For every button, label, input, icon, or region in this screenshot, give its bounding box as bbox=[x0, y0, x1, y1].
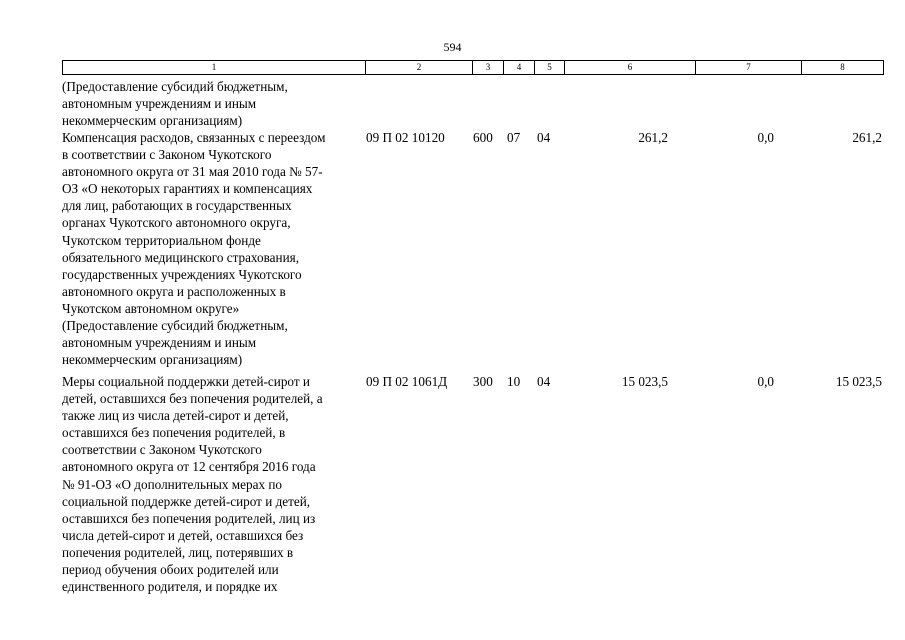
desc-line: обязательного медицинского страхования, bbox=[62, 249, 300, 265]
note-line: автономным учреждениям и иным bbox=[62, 96, 257, 112]
desc-line: детей, оставшихся без попечения родителей, а bbox=[62, 391, 323, 407]
row-2-code: 09 П 02 1061Д bbox=[366, 374, 448, 389]
row-1-col6: 261,2 bbox=[638, 130, 668, 145]
desc-line: соответствии с Законом Чукотского bbox=[62, 442, 262, 458]
desc-line: Компенсация расходов, связанных с переездом bbox=[62, 130, 326, 145]
row-2-col6: 15 023,5 bbox=[621, 374, 668, 389]
desc-line: числа детей-сирот и детей, оставшихся без bbox=[62, 527, 304, 543]
header-col-4: 4 bbox=[504, 61, 535, 75]
desc-line: автономного округа от 31 мая 2010 года № 57- bbox=[62, 164, 323, 180]
desc-line: государственных учреждениях Чукотского bbox=[62, 266, 302, 282]
desc-line: оставшихся без попечения родителей, лиц из bbox=[62, 510, 316, 526]
row-1-code: 09 П 02 10120 bbox=[366, 130, 445, 145]
desc-line: автономного округа от 12 сентября 2016 года bbox=[62, 459, 316, 475]
note-line: некоммерческим организациям) bbox=[62, 113, 243, 129]
row-2-rz: 10 bbox=[507, 374, 521, 389]
desc-line: Чукотском территориальном фонде bbox=[62, 232, 261, 248]
row-1-pr: 04 bbox=[537, 130, 551, 145]
desc-line: ОЗ «О некоторых гарантиях и компенсациях bbox=[62, 181, 313, 197]
row-1-description bbox=[62, 129, 362, 368]
desc-line: Чукотском автономном округе» bbox=[62, 300, 240, 316]
header-col-8: 8 bbox=[802, 61, 884, 75]
desc-line: оставшихся без попечения родителей, в bbox=[62, 425, 286, 441]
row-2-pr: 04 bbox=[537, 374, 551, 389]
row-2-col7: 0,0 bbox=[757, 374, 774, 389]
row-2-description bbox=[62, 373, 362, 595]
desc-line: в соответствии с Законом Чукотского bbox=[62, 147, 272, 163]
row-1-col8: 261,2 bbox=[852, 130, 882, 145]
desc-line: единственного родителя, и порядке их bbox=[62, 579, 278, 595]
row-1-col7: 0,0 bbox=[757, 130, 774, 145]
desc-line: социальной поддержке детей-сирот и детей, bbox=[62, 493, 311, 509]
header-col-5: 5 bbox=[535, 61, 565, 75]
row-2-col8: 15 023,5 bbox=[835, 374, 882, 389]
desc-line: автономным учреждениям и иным bbox=[62, 335, 257, 351]
header-col-2: 2 bbox=[366, 61, 473, 75]
page-number: 594 bbox=[443, 40, 462, 54]
desc-line: автономного округа и расположенных в bbox=[62, 283, 286, 299]
desc-line: Меры социальной поддержки детей-сирот и bbox=[62, 374, 310, 389]
note-line: (Предоставление субсидий бюджетным, bbox=[62, 79, 288, 94]
row-1-vr: 600 bbox=[473, 130, 493, 145]
desc-line: органах Чукотского автономного округа, bbox=[62, 215, 291, 231]
desc-line: для лиц, работающих в государственных bbox=[62, 198, 292, 214]
row-2-vr: 300 bbox=[473, 374, 493, 389]
desc-line: период обучения обоих родителей или bbox=[62, 562, 279, 578]
desc-line: также лиц из числа детей-сирот и детей, bbox=[62, 408, 289, 424]
header-col-7: 7 bbox=[696, 61, 802, 75]
header-col-6: 6 bbox=[565, 61, 696, 75]
column-number-header bbox=[62, 60, 884, 75]
desc-line: № 91-ОЗ «О дополнительных мерах по bbox=[62, 476, 282, 492]
continued-note bbox=[62, 78, 288, 129]
row-1-rz: 07 bbox=[507, 130, 521, 145]
desc-line: попечения родителей, лиц, потерявших в bbox=[62, 544, 294, 560]
desc-line: некоммерческим организациям) bbox=[62, 352, 243, 368]
desc-line: (Предоставление субсидий бюджетным, bbox=[62, 318, 288, 334]
header-col-3: 3 bbox=[473, 61, 504, 75]
header-col-1: 1 bbox=[63, 61, 366, 75]
